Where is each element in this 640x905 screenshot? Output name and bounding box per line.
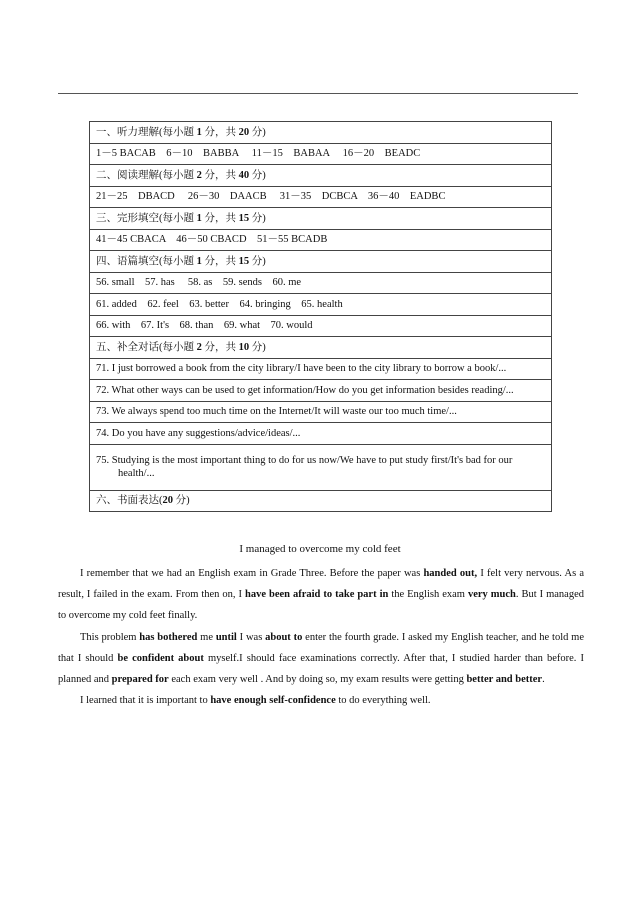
essay-text-run: .	[542, 674, 545, 686]
table-row	[90, 251, 552, 273]
essay-text-run: I learned that it is important to	[80, 695, 211, 707]
essay-bold-phrase: be confident about	[117, 652, 204, 664]
essay-title: I managed to overcome my cold feet	[239, 543, 401, 555]
essay-text-run: each exam very well . And by doing so, my exam results were getting	[168, 674, 467, 686]
essay-text-run: I was	[236, 631, 266, 643]
essay-text-run: enter the fourth grade. I asked my English teacher, and he told me that I should	[58, 631, 585, 664]
essay-paragraph	[58, 627, 584, 691]
answer-cell: 72. What other ways can be used to get information/How do you get information besides reading/...	[90, 380, 552, 402]
answer-cell: 71. I just borrowed a book from the city library/I have been to the city library to borrow a book/...	[90, 358, 552, 380]
table-row	[90, 229, 552, 251]
essay-paragraph	[58, 563, 584, 627]
essay-paragraph	[58, 690, 584, 711]
essay-text-run: I felt very nervous. As a result, I failed in the exam. From then on, I	[58, 568, 585, 601]
table-row	[90, 380, 552, 402]
essay-bold-phrase: handed out,	[423, 568, 478, 579]
table-row	[90, 294, 552, 316]
header-rule	[58, 93, 578, 94]
section-heading-dialogue: 五、补全对话(每小题 2 分，共 10 分)	[90, 337, 552, 359]
table-row	[90, 143, 552, 165]
answer-cell: 56. small 57. has 58. as 59. sends 60. me	[90, 272, 552, 294]
table-row	[90, 315, 552, 337]
section-heading-reading: 二、阅读理解(每小题 2 分，共 40 分)	[90, 165, 552, 187]
table-row	[90, 186, 552, 208]
answer-cell: 66. with 67. It's 68. than 69. what 70. would	[90, 315, 552, 337]
table-row	[90, 401, 552, 423]
essay-text-run: the English exam	[388, 589, 468, 601]
section-heading-passage-fill: 四、语篇填空(每小题 1 分，共 15 分)	[90, 251, 552, 273]
table-row	[90, 208, 552, 230]
table-row	[90, 337, 552, 359]
answer-cell: 41－45 CBACA 46－50 CBACD 51－55 BCADB	[90, 229, 552, 251]
essay-bold-phrase: has bothered	[139, 631, 198, 643]
table-row	[90, 444, 552, 490]
essay-text-run: . But I managed to overcome my cold feet finally.	[58, 589, 584, 622]
essay-bold-phrase: very much	[467, 589, 516, 601]
essay-bold-phrase: have been afraid to take part in	[245, 589, 389, 601]
table-row	[90, 165, 552, 187]
section-heading-listening: 一、听力理解(每小题 1 分，共 20 分)	[90, 122, 552, 144]
answer-cell: 74. Do you have any suggestions/advice/ideas/...	[90, 423, 552, 445]
answer-cell: 73. We always spend too much time on the Internet/It will waste our too much time/...	[90, 401, 552, 423]
table-row	[90, 358, 552, 380]
section-heading-cloze: 三、完形填空(每小题 1 分，共 15 分)	[90, 208, 552, 230]
table-row	[90, 423, 552, 445]
essay-bold-phrase: have enough self-confidence	[210, 695, 336, 707]
essay-text-run: This problem	[80, 631, 140, 643]
answer-key-table	[89, 121, 552, 512]
answer-cell: 75. Studying is the most important thing to do for us now/We have to put study first/It's bad for our health/...	[90, 444, 552, 490]
essay-text-run: I remember that we had an English exam in Grade Three. Before the paper was	[80, 568, 424, 579]
section-heading-writing: 六、书面表达(20 分)	[90, 490, 552, 512]
table-row	[90, 490, 552, 512]
table-row	[90, 272, 552, 294]
essay-body	[58, 563, 584, 711]
essay-bold-phrase: about to	[265, 631, 303, 643]
essay-text-run: me	[197, 631, 216, 643]
essay-bold-phrase: prepared for	[111, 674, 169, 686]
essay-bold-phrase: until	[215, 631, 237, 643]
essay-bold-phrase: better and better	[466, 674, 543, 686]
table-row	[90, 122, 552, 144]
essay-text-run: myself.I should face examinations correctly. After that, I studied harder than before. I planned and	[58, 652, 584, 686]
answer-cell: 1－5 BACAB 6－10 BABBA 11－15 BABAA 16－20 BEADC	[90, 143, 552, 165]
answer-cell: 21－25 DBACD 26－30 DAACB 31－35 DCBCA 36－40 EADBC	[90, 186, 552, 208]
essay-text-run: to do everything well.	[335, 695, 431, 707]
answer-cell: 61. added 62. feel 63. better 64. bringing 65. health	[90, 294, 552, 316]
